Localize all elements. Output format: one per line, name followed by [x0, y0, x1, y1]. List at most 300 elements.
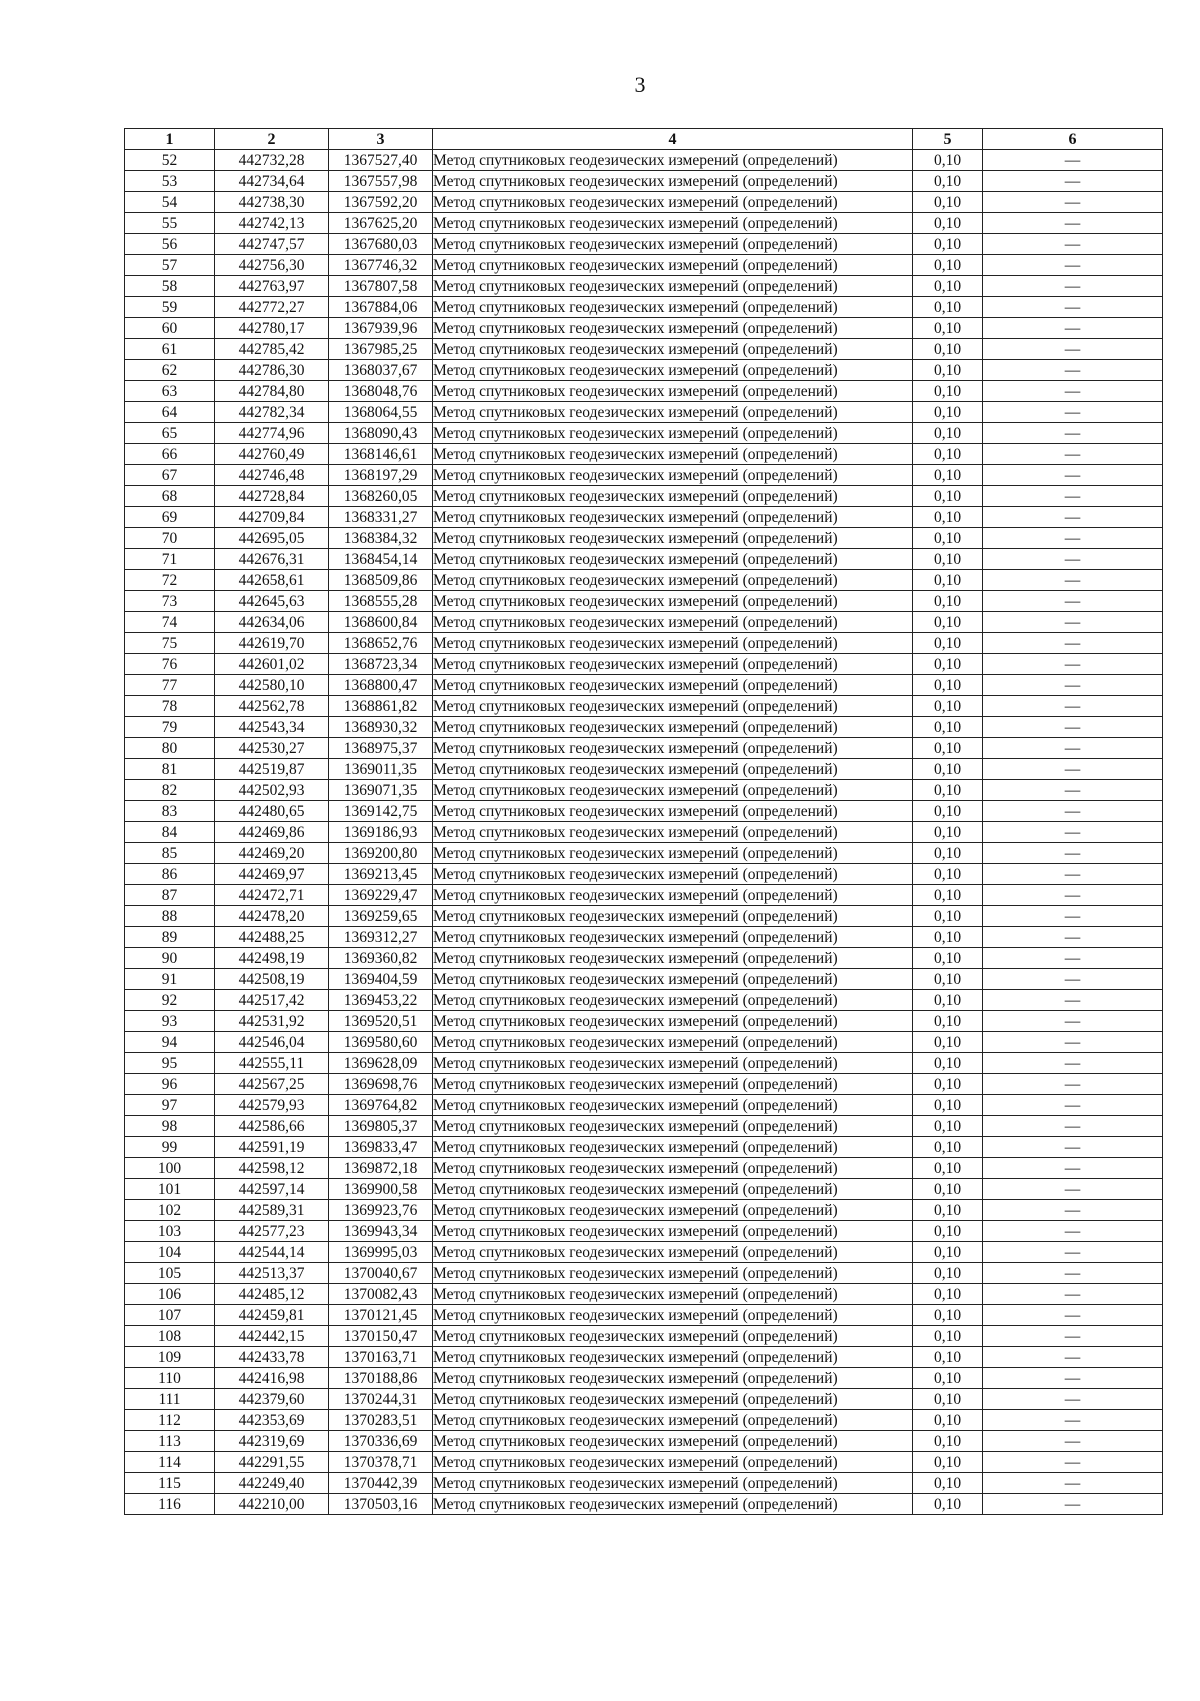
cell-y-coordinate: 1368723,34 — [329, 654, 433, 675]
cell-method: Метод спутниковых геодезических измерений (определений) — [433, 1032, 913, 1053]
cell-description: — — [983, 1305, 1163, 1326]
cell-accuracy: 0,10 — [913, 927, 983, 948]
table-row — [125, 654, 1163, 675]
cell-y-coordinate: 1368064,55 — [329, 402, 433, 423]
cell-method: Метод спутниковых геодезических измерений (определений) — [433, 1200, 913, 1221]
cell-method: Метод спутниковых геодезических измерений (определений) — [433, 1242, 913, 1263]
cell-point-number: 105 — [125, 1263, 215, 1284]
cell-method: Метод спутниковых геодезических измерений (определений) — [433, 1137, 913, 1158]
cell-accuracy: 0,10 — [913, 423, 983, 444]
cell-method: Метод спутниковых геодезических измерений (определений) — [433, 1452, 913, 1473]
cell-method: Метод спутниковых геодезических измерений (определений) — [433, 1326, 913, 1347]
cell-description: — — [983, 717, 1163, 738]
cell-description: — — [983, 1095, 1163, 1116]
cell-point-number: 63 — [125, 381, 215, 402]
cell-y-coordinate: 1367884,06 — [329, 297, 433, 318]
cell-y-coordinate: 1367557,98 — [329, 171, 433, 192]
cell-description: — — [983, 1011, 1163, 1032]
cell-x-coordinate: 442785,42 — [215, 339, 329, 360]
cell-y-coordinate: 1369259,65 — [329, 906, 433, 927]
cell-x-coordinate: 442746,48 — [215, 465, 329, 486]
cell-description: — — [983, 297, 1163, 318]
cell-y-coordinate: 1369071,35 — [329, 780, 433, 801]
cell-accuracy: 0,10 — [913, 1368, 983, 1389]
table-row — [125, 339, 1163, 360]
cell-x-coordinate: 442742,13 — [215, 213, 329, 234]
cell-y-coordinate: 1369213,45 — [329, 864, 433, 885]
cell-accuracy: 0,10 — [913, 696, 983, 717]
table-row — [125, 759, 1163, 780]
cell-y-coordinate: 1369580,60 — [329, 1032, 433, 1053]
cell-method: Метод спутниковых геодезических измерений (определений) — [433, 738, 913, 759]
cell-description: — — [983, 171, 1163, 192]
cell-method: Метод спутниковых геодезических измерений (определений) — [433, 549, 913, 570]
col-header-method: 4 — [433, 129, 913, 150]
cell-description: — — [983, 738, 1163, 759]
cell-description: — — [983, 1242, 1163, 1263]
cell-method: Метод спутниковых геодезических измерений (определений) — [433, 255, 913, 276]
cell-method: Метод спутниковых геодезических измерений (определений) — [433, 1095, 913, 1116]
cell-x-coordinate: 442210,00 — [215, 1494, 329, 1515]
cell-method: Метод спутниковых геодезических измерений (определений) — [433, 780, 913, 801]
table-row — [125, 381, 1163, 402]
cell-method: Метод спутниковых геодезических измерений (определений) — [433, 1179, 913, 1200]
cell-point-number: 107 — [125, 1305, 215, 1326]
cell-point-number: 113 — [125, 1431, 215, 1452]
table-row — [125, 1494, 1163, 1515]
table-row — [125, 528, 1163, 549]
cell-x-coordinate: 442782,34 — [215, 402, 329, 423]
cell-x-coordinate: 442645,63 — [215, 591, 329, 612]
cell-method: Метод спутниковых геодезических измерений (определений) — [433, 465, 913, 486]
table-row — [125, 1326, 1163, 1347]
cell-method: Метод спутниковых геодезических измерений (определений) — [433, 297, 913, 318]
table-row — [125, 507, 1163, 528]
cell-x-coordinate: 442543,34 — [215, 717, 329, 738]
cell-x-coordinate: 442546,04 — [215, 1032, 329, 1053]
cell-accuracy: 0,10 — [913, 717, 983, 738]
cell-description: — — [983, 276, 1163, 297]
cell-y-coordinate: 1370163,71 — [329, 1347, 433, 1368]
cell-point-number: 73 — [125, 591, 215, 612]
cell-y-coordinate: 1370082,43 — [329, 1284, 433, 1305]
table-row — [125, 444, 1163, 465]
cell-point-number: 90 — [125, 948, 215, 969]
cell-y-coordinate: 1368930,32 — [329, 717, 433, 738]
cell-accuracy: 0,10 — [913, 780, 983, 801]
cell-description: — — [983, 654, 1163, 675]
cell-x-coordinate: 442469,97 — [215, 864, 329, 885]
cell-method: Метод спутниковых геодезических измерений (определений) — [433, 1494, 913, 1515]
cell-description: — — [983, 234, 1163, 255]
cell-x-coordinate: 442459,81 — [215, 1305, 329, 1326]
cell-description: — — [983, 486, 1163, 507]
cell-y-coordinate: 1368555,28 — [329, 591, 433, 612]
cell-point-number: 86 — [125, 864, 215, 885]
cell-method: Метод спутниковых геодезических измерений (определений) — [433, 507, 913, 528]
cell-point-number: 80 — [125, 738, 215, 759]
table-row — [125, 423, 1163, 444]
cell-accuracy: 0,10 — [913, 486, 983, 507]
cell-x-coordinate: 442738,30 — [215, 192, 329, 213]
cell-accuracy: 0,10 — [913, 675, 983, 696]
cell-method: Метод спутниковых геодезических измерений (определений) — [433, 1368, 913, 1389]
cell-y-coordinate: 1367746,32 — [329, 255, 433, 276]
cell-x-coordinate: 442772,27 — [215, 297, 329, 318]
cell-method: Метод спутниковых геодезических измерений (определений) — [433, 843, 913, 864]
cell-method: Метод спутниковых геодезических измерений (определений) — [433, 402, 913, 423]
cell-point-number: 89 — [125, 927, 215, 948]
cell-x-coordinate: 442480,65 — [215, 801, 329, 822]
table-row — [125, 1032, 1163, 1053]
cell-y-coordinate: 1367680,03 — [329, 234, 433, 255]
cell-point-number: 83 — [125, 801, 215, 822]
cell-point-number: 79 — [125, 717, 215, 738]
table-row — [125, 1095, 1163, 1116]
col-header-number: 1 — [125, 129, 215, 150]
cell-y-coordinate: 1367939,96 — [329, 318, 433, 339]
cell-method: Метод спутниковых геодезических измерений (определений) — [433, 864, 913, 885]
cell-y-coordinate: 1368975,37 — [329, 738, 433, 759]
coordinates-table — [124, 128, 1163, 1515]
cell-x-coordinate: 442469,20 — [215, 843, 329, 864]
cell-x-coordinate: 442597,14 — [215, 1179, 329, 1200]
cell-description: — — [983, 528, 1163, 549]
table-row — [125, 1389, 1163, 1410]
cell-x-coordinate: 442508,19 — [215, 969, 329, 990]
cell-method: Метод спутниковых геодезических измерений (определений) — [433, 192, 913, 213]
cell-method: Метод спутниковых геодезических измерений (определений) — [433, 696, 913, 717]
cell-x-coordinate: 442658,61 — [215, 570, 329, 591]
cell-description: — — [983, 1410, 1163, 1431]
cell-accuracy: 0,10 — [913, 1116, 983, 1137]
cell-y-coordinate: 1369404,59 — [329, 969, 433, 990]
cell-x-coordinate: 442763,97 — [215, 276, 329, 297]
cell-description: — — [983, 780, 1163, 801]
cell-accuracy: 0,10 — [913, 1431, 983, 1452]
cell-x-coordinate: 442728,84 — [215, 486, 329, 507]
cell-y-coordinate: 1367985,25 — [329, 339, 433, 360]
cell-x-coordinate: 442579,93 — [215, 1095, 329, 1116]
cell-description: — — [983, 1389, 1163, 1410]
table-row — [125, 1242, 1163, 1263]
cell-point-number: 59 — [125, 297, 215, 318]
cell-method: Метод спутниковых геодезических измерений (определений) — [433, 486, 913, 507]
table-row — [125, 1179, 1163, 1200]
table-row — [125, 234, 1163, 255]
table-row — [125, 738, 1163, 759]
cell-x-coordinate: 442732,28 — [215, 150, 329, 171]
cell-accuracy: 0,10 — [913, 465, 983, 486]
cell-x-coordinate: 442580,10 — [215, 675, 329, 696]
cell-accuracy: 0,10 — [913, 1473, 983, 1494]
cell-y-coordinate: 1370378,71 — [329, 1452, 433, 1473]
cell-point-number: 77 — [125, 675, 215, 696]
cell-x-coordinate: 442416,98 — [215, 1368, 329, 1389]
cell-y-coordinate: 1368260,05 — [329, 486, 433, 507]
cell-method: Метод спутниковых геодезических измерений (определений) — [433, 1389, 913, 1410]
cell-x-coordinate: 442469,86 — [215, 822, 329, 843]
table-row — [125, 780, 1163, 801]
cell-y-coordinate: 1368652,76 — [329, 633, 433, 654]
cell-x-coordinate: 442478,20 — [215, 906, 329, 927]
cell-y-coordinate: 1369186,93 — [329, 822, 433, 843]
cell-x-coordinate: 442586,66 — [215, 1116, 329, 1137]
cell-description: — — [983, 1368, 1163, 1389]
cell-accuracy: 0,10 — [913, 969, 983, 990]
cell-y-coordinate: 1367625,20 — [329, 213, 433, 234]
cell-accuracy: 0,10 — [913, 1179, 983, 1200]
cell-method: Метод спутниковых геодезических измерений (определений) — [433, 906, 913, 927]
cell-y-coordinate: 1368600,84 — [329, 612, 433, 633]
cell-accuracy: 0,10 — [913, 507, 983, 528]
cell-point-number: 82 — [125, 780, 215, 801]
col-header-x: 2 — [215, 129, 329, 150]
cell-y-coordinate: 1370244,31 — [329, 1389, 433, 1410]
cell-x-coordinate: 442498,19 — [215, 948, 329, 969]
cell-accuracy: 0,10 — [913, 1095, 983, 1116]
cell-description: — — [983, 1473, 1163, 1494]
cell-method: Метод спутниковых геодезических измерений (определений) — [433, 1158, 913, 1179]
cell-point-number: 110 — [125, 1368, 215, 1389]
cell-point-number: 111 — [125, 1389, 215, 1410]
cell-method: Метод спутниковых геодезических измерений (определений) — [433, 1347, 913, 1368]
cell-accuracy: 0,10 — [913, 213, 983, 234]
cell-point-number: 102 — [125, 1200, 215, 1221]
cell-accuracy: 0,10 — [913, 171, 983, 192]
cell-accuracy: 0,10 — [913, 444, 983, 465]
cell-method: Метод спутниковых геодезических измерений (определений) — [433, 1074, 913, 1095]
cell-description: — — [983, 1221, 1163, 1242]
cell-description: — — [983, 1200, 1163, 1221]
cell-point-number: 98 — [125, 1116, 215, 1137]
cell-y-coordinate: 1369900,58 — [329, 1179, 433, 1200]
table-row — [125, 864, 1163, 885]
cell-method: Метод спутниковых геодезических измерений (определений) — [433, 1410, 913, 1431]
cell-description: — — [983, 822, 1163, 843]
page-number: 3 — [634, 72, 646, 97]
cell-description: — — [983, 696, 1163, 717]
cell-accuracy: 0,10 — [913, 234, 983, 255]
cell-x-coordinate: 442598,12 — [215, 1158, 329, 1179]
table-row — [125, 696, 1163, 717]
cell-accuracy: 0,10 — [913, 1263, 983, 1284]
cell-x-coordinate: 442756,30 — [215, 255, 329, 276]
table-row — [125, 717, 1163, 738]
cell-x-coordinate: 442530,27 — [215, 738, 329, 759]
table-row — [125, 1473, 1163, 1494]
cell-x-coordinate: 442734,64 — [215, 171, 329, 192]
cell-method: Метод спутниковых геодезических измерений (определений) — [433, 801, 913, 822]
cell-accuracy: 0,10 — [913, 990, 983, 1011]
cell-method: Метод спутниковых геодезических измерений (определений) — [433, 927, 913, 948]
table-row — [125, 969, 1163, 990]
cell-method: Метод спутниковых геодезических измерений (определений) — [433, 1116, 913, 1137]
cell-y-coordinate: 1368146,61 — [329, 444, 433, 465]
cell-method: Метод спутниковых геодезических измерений (определений) — [433, 1011, 913, 1032]
cell-accuracy: 0,10 — [913, 381, 983, 402]
table-row — [125, 1347, 1163, 1368]
cell-description: — — [983, 465, 1163, 486]
cell-x-coordinate: 442784,80 — [215, 381, 329, 402]
table-row — [125, 1221, 1163, 1242]
cell-point-number: 115 — [125, 1473, 215, 1494]
cell-description: — — [983, 150, 1163, 171]
cell-method: Метод спутниковых геодезических измерений (определений) — [433, 675, 913, 696]
cell-method: Метод спутниковых геодезических измерений (определений) — [433, 717, 913, 738]
cell-x-coordinate: 442567,25 — [215, 1074, 329, 1095]
cell-accuracy: 0,10 — [913, 1410, 983, 1431]
cell-x-coordinate: 442786,30 — [215, 360, 329, 381]
cell-description: — — [983, 612, 1163, 633]
cell-point-number: 114 — [125, 1452, 215, 1473]
cell-point-number: 71 — [125, 549, 215, 570]
cell-description: — — [983, 339, 1163, 360]
cell-y-coordinate: 1370283,51 — [329, 1410, 433, 1431]
cell-point-number: 100 — [125, 1158, 215, 1179]
cell-point-number: 95 — [125, 1053, 215, 1074]
table-row — [125, 885, 1163, 906]
cell-x-coordinate: 442485,12 — [215, 1284, 329, 1305]
cell-x-coordinate: 442488,25 — [215, 927, 329, 948]
cell-method: Метод спутниковых геодезических измерений (определений) — [433, 759, 913, 780]
cell-method: Метод спутниковых геодезических измерений (определений) — [433, 171, 913, 192]
cell-method: Метод спутниковых геодезических измерений (определений) — [433, 1305, 913, 1326]
cell-method: Метод спутниковых геодезических измерений (определений) — [433, 570, 913, 591]
cell-y-coordinate: 1369229,47 — [329, 885, 433, 906]
cell-y-coordinate: 1370121,45 — [329, 1305, 433, 1326]
cell-y-coordinate: 1370442,39 — [329, 1473, 433, 1494]
cell-x-coordinate: 442544,14 — [215, 1242, 329, 1263]
cell-accuracy: 0,10 — [913, 612, 983, 633]
cell-point-number: 87 — [125, 885, 215, 906]
cell-x-coordinate: 442747,57 — [215, 234, 329, 255]
cell-x-coordinate: 442319,69 — [215, 1431, 329, 1452]
cell-accuracy: 0,10 — [913, 1032, 983, 1053]
table-row — [125, 486, 1163, 507]
cell-point-number: 56 — [125, 234, 215, 255]
cell-x-coordinate: 442519,87 — [215, 759, 329, 780]
cell-y-coordinate: 1368861,82 — [329, 696, 433, 717]
cell-point-number: 81 — [125, 759, 215, 780]
cell-method: Метод спутниковых геодезических измерений (определений) — [433, 318, 913, 339]
cell-accuracy: 0,10 — [913, 1242, 983, 1263]
cell-point-number: 54 — [125, 192, 215, 213]
cell-point-number: 92 — [125, 990, 215, 1011]
cell-accuracy: 0,10 — [913, 822, 983, 843]
cell-point-number: 70 — [125, 528, 215, 549]
cell-point-number: 93 — [125, 1011, 215, 1032]
cell-y-coordinate: 1369764,82 — [329, 1095, 433, 1116]
cell-accuracy: 0,10 — [913, 948, 983, 969]
cell-point-number: 68 — [125, 486, 215, 507]
cell-accuracy: 0,10 — [913, 1389, 983, 1410]
cell-point-number: 97 — [125, 1095, 215, 1116]
table-row — [125, 1137, 1163, 1158]
cell-y-coordinate: 1370150,47 — [329, 1326, 433, 1347]
cell-accuracy: 0,10 — [913, 1011, 983, 1032]
cell-point-number: 75 — [125, 633, 215, 654]
cell-point-number: 60 — [125, 318, 215, 339]
table-row — [125, 1410, 1163, 1431]
cell-y-coordinate: 1368454,14 — [329, 549, 433, 570]
cell-x-coordinate: 442760,49 — [215, 444, 329, 465]
cell-description: — — [983, 507, 1163, 528]
cell-x-coordinate: 442531,92 — [215, 1011, 329, 1032]
cell-point-number: 66 — [125, 444, 215, 465]
table-row — [125, 465, 1163, 486]
cell-accuracy: 0,10 — [913, 843, 983, 864]
cell-point-number: 99 — [125, 1137, 215, 1158]
cell-method: Метод спутниковых геодезических измерений (определений) — [433, 1284, 913, 1305]
col-header-y: 3 — [329, 129, 433, 150]
cell-accuracy: 0,10 — [913, 402, 983, 423]
cell-x-coordinate: 442589,31 — [215, 1200, 329, 1221]
table-row — [125, 1452, 1163, 1473]
cell-point-number: 78 — [125, 696, 215, 717]
cell-description: — — [983, 885, 1163, 906]
cell-method: Метод спутниковых геодезических измерений (определений) — [433, 1221, 913, 1242]
cell-description: — — [983, 1263, 1163, 1284]
cell-method: Метод спутниковых геодезических измерений (определений) — [433, 276, 913, 297]
cell-description: — — [983, 1494, 1163, 1515]
cell-y-coordinate: 1369312,27 — [329, 927, 433, 948]
cell-method: Метод спутниковых геодезических измерений (определений) — [433, 633, 913, 654]
table-row — [125, 633, 1163, 654]
cell-accuracy: 0,10 — [913, 1200, 983, 1221]
cell-description: — — [983, 1053, 1163, 1074]
cell-accuracy: 0,10 — [913, 1221, 983, 1242]
cell-point-number: 69 — [125, 507, 215, 528]
cell-description: — — [983, 864, 1163, 885]
cell-description: — — [983, 318, 1163, 339]
cell-description: — — [983, 948, 1163, 969]
cell-accuracy: 0,10 — [913, 570, 983, 591]
cell-y-coordinate: 1368048,76 — [329, 381, 433, 402]
cell-description: — — [983, 927, 1163, 948]
cell-x-coordinate: 442517,42 — [215, 990, 329, 1011]
cell-y-coordinate: 1369833,47 — [329, 1137, 433, 1158]
table-row — [125, 948, 1163, 969]
table-row — [125, 1158, 1163, 1179]
cell-method: Метод спутниковых геодезических измерений (определений) — [433, 234, 913, 255]
cell-y-coordinate: 1369805,37 — [329, 1116, 433, 1137]
cell-x-coordinate: 442577,23 — [215, 1221, 329, 1242]
cell-x-coordinate: 442676,31 — [215, 549, 329, 570]
table-row — [125, 570, 1163, 591]
cell-accuracy: 0,10 — [913, 633, 983, 654]
cell-accuracy: 0,10 — [913, 759, 983, 780]
cell-description: — — [983, 990, 1163, 1011]
cell-point-number: 53 — [125, 171, 215, 192]
cell-method: Метод спутниковых геодезических измерений (определений) — [433, 528, 913, 549]
cell-accuracy: 0,10 — [913, 297, 983, 318]
cell-method: Метод спутниковых геодезических измерений (определений) — [433, 150, 913, 171]
cell-accuracy: 0,10 — [913, 1452, 983, 1473]
table-row — [125, 801, 1163, 822]
cell-y-coordinate: 1370336,69 — [329, 1431, 433, 1452]
cell-description: — — [983, 402, 1163, 423]
cell-description: — — [983, 1452, 1163, 1473]
cell-accuracy: 0,10 — [913, 906, 983, 927]
cell-accuracy: 0,10 — [913, 801, 983, 822]
cell-method: Метод спутниковых геодезических измерений (определений) — [433, 885, 913, 906]
cell-x-coordinate: 442472,71 — [215, 885, 329, 906]
cell-description: — — [983, 1116, 1163, 1137]
cell-method: Метод спутниковых геодезических измерений (определений) — [433, 1431, 913, 1452]
cell-point-number: 103 — [125, 1221, 215, 1242]
cell-x-coordinate: 442442,15 — [215, 1326, 329, 1347]
